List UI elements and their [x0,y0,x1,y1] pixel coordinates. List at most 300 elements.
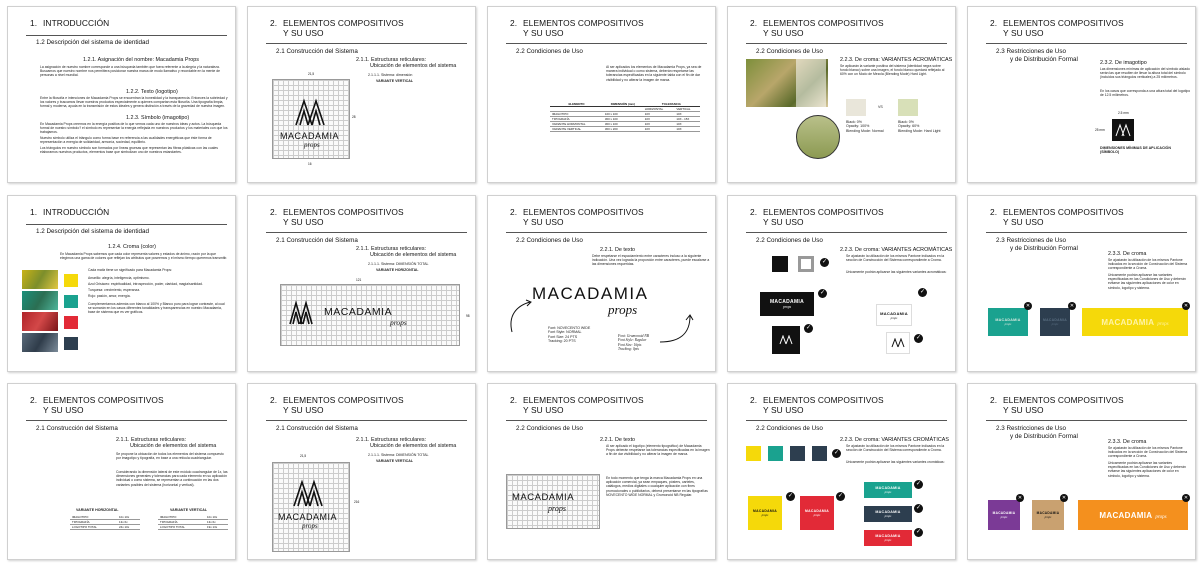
tile-script: props [884,538,892,542]
logo-wordmark: MACADAMIA [512,492,575,503]
dimension-width: 121 [356,278,362,282]
page-construction-vertical-total[interactable] [247,383,476,560]
swatch-normal [846,99,866,116]
heading-line2: Ubicación de elementos del sistema [370,443,457,450]
page-title [30,208,109,218]
prohibited-icon: ✕ [1017,495,1023,501]
page-title [270,396,404,415]
logo-wordmark: MACADAMIA [324,306,393,318]
variant-label: VARIANTE VERTICAL [376,79,414,83]
table-header: DIMENSIÓN (mm) [603,102,643,107]
table-subheader: HORIZONTAL [643,107,675,112]
variant-tile-black-horizontal [760,292,814,316]
restricted-tile-navy [1040,308,1070,336]
table-cell: 13x 6x [205,520,228,525]
check-icon: ✓ [805,325,812,331]
heading-line1: 2.1.1. Estructuras reticulares: [356,246,427,252]
body-text: Los triángulos en nuestro símbolo son formados por líneas gruesas que representan las fibras plásticas con las cuales elaboramos nuestros productos, elementos base que simbolizan uno de nuestros estandartes. [40,146,218,155]
spec-line: Blending Mode: Hard Light [898,128,941,133]
variant-tile-navy [864,506,912,522]
page-construction-grid-text[interactable] [7,383,236,560]
section-heading: 1.2.3. Símbolo (imagotipo) [126,115,190,121]
section-subtitle: 2.2 Condiciones de Uso [516,237,583,244]
body-text: En todo momento que tenga la marca Macadamia Props en una aplicación comercial, ya sean empaques, pósters, carteles, catálogos, medios digitales o cualquier aplicación con fines promocionales o publicitarios, deberá presentarse en las tipografías NOVECENTO WIDE NORMAL y Grumonoid NB Regular. [606,476,708,497]
macadamia-symbol-icon [1112,119,1134,141]
tile-script: props [813,513,821,517]
logo-script: props [390,318,407,327]
title-label: ELEMENTOS COMPOSITIVOS [283,207,404,217]
swatch-teal [64,295,78,308]
section-heading: 1.2.1. Asignación del nombre: Macadamia Props [83,57,199,63]
section-heading: 1.2.2. Texto (logotipo) [126,89,178,95]
dimension-height: 28 [352,115,356,119]
page-title [510,208,644,227]
swatch-white [798,256,814,272]
body-text: Se ajustarán la utilización de los mismos Pantone indicados en la sección de Construcción del Sistema correspondiente a Croma. [846,254,945,263]
title-label: ELEMENTOS COMPOSITIVOS [763,395,884,405]
title-label: ELEMENTOS COMPOSITIVOS [763,207,884,217]
section-heading [356,57,456,69]
variant-label: VARIANTE HORIZONTAL [376,268,419,272]
macadamia-symbol-icon [779,335,793,345]
tile-script: props [1004,322,1012,326]
body-text: En los casos que corresponda a una altura total del logotipo de 12.5 milímetros. [1100,89,1191,98]
subtitle-line1: 2.3 Restricciones de Uso [996,48,1066,55]
prohibited-icon: ✕ [1183,495,1189,501]
tile-logo [875,510,900,518]
macadamia-symbol-icon [891,338,905,348]
section-subtitle [996,425,1078,440]
subsection-label: 2.1.1.1. Sistema: dimensión [368,73,413,77]
variant-tile-white-horizontal [876,304,912,326]
tile-word: MACADAMIA [1101,317,1155,327]
spec-line: Font Style: NORMAL [548,330,582,335]
table-cell: 10X [674,127,700,132]
table-header-row [550,102,700,107]
tile-script: props [884,514,892,518]
spec-line: Tracking: 20 PTS [548,339,576,344]
arrow-pointer-icon [506,296,546,336]
section-heading [356,437,456,449]
body-text: Las dimensiones mínimas de aplicación del símbolo aislado serán las que resulten de llevar la altura total del símbolo (incluidos sus triángulos verticales) a 25 milímetros. [1100,67,1190,80]
table-cell: LOGOTIPO TOTAL [158,525,205,530]
tile-word: MACADAMIA [875,510,901,514]
macadamia-symbol-icon [294,97,330,127]
prohibited-icon: ✕ [1025,303,1031,309]
table-cell: 10X [674,112,700,117]
subtitle-line1: 2.3 Restricciones de Uso [996,425,1066,432]
page-title [510,19,644,38]
body-text: La asignación de nuestro nombre corresponde a una búsqueda también que fuera referente a la alegría y la naturaleza. Buscamos que nuestro nombre nos permitiera posicionar nuestra marca de modo llamativo y recordable en la mente de personas a nivel mundial. [40,65,220,78]
table-cell: TIPOGRAFÍA [158,520,205,525]
title-number: 2. [510,395,518,405]
caption: DIMENSIONES MÍNIMAS DE APLICACIÓN (SÍMBOLO) [1100,146,1171,155]
table-cell: VARIANTE HORIZONTAL [550,122,603,127]
page-title [30,396,164,415]
body-text: Únicamente podrán aplicarse las siguientes variantes acromáticas: [846,270,947,274]
table-cell: 10x 10x [117,515,140,520]
color-meaning-item: Turquesa: crecimiento, esperanza. [88,288,141,292]
body-text: Considerando la dimensión lateral de este módulo cuadrangular de 1x, las dimensiones generales y tolerancias para cada elemento en su aplicación individual o como sistema, se representan a continuación en las dos variantes posibles del sistema (horizontal y vertical). [116,470,228,487]
title-number: 2. [750,18,758,28]
body-text: Se ajustarán la utilización de los mismos Pantone indicados en la sección de Construcción del Sistema correspondiente a Croma. [846,444,945,453]
swatch-black [772,256,788,272]
check-icon: ✓ [787,493,794,499]
variant-tile-black-vertical [772,326,800,354]
section-subtitle: 2.2 Condiciones de Uso [756,237,823,244]
title-line2: Y SU USO [43,404,84,415]
page-title [270,19,404,38]
page-achromatic-variants[interactable] [727,195,956,372]
tile-word: MACADAMIA [992,511,1016,515]
title-rule [746,232,947,233]
tile-script: props [884,490,892,494]
check-icon: ✓ [819,290,826,296]
section-subtitle: 2.2 Condiciones de Uso [756,48,823,55]
title-line2: Y SU USO [283,216,324,227]
tile-logo [995,318,1020,326]
title-label: ELEMENTOS COMPOSITIVOS [1003,18,1124,28]
title-line2: Y SU USO [523,404,564,415]
section-subtitle: 2.2 Condiciones de Uso [756,425,823,432]
heading-line1: 2.1.1. Estructuras reticulares: [356,437,427,443]
variant-label: VARIANTE VERTICAL [170,508,208,512]
body-text: En Macadamia Props sabemos que cada color representa valores y estados de ánimo, razón por la que elegimos una gama de colores que reflejan los atributos que poseemos y el mismo tiempo queremos transmitir. [60,252,228,261]
section-subtitle: 2.2 Condiciones de Uso [516,48,583,55]
table-cell: 13x 6x [117,520,140,525]
section-subtitle: 2.1 Construcción del Sistema [36,425,118,432]
subsection-label: 2.1.1.1. Sistema: DIMENSIÓN TOTAL [368,453,429,457]
title-label: ELEMENTOS COMPOSITIVOS [43,395,164,405]
table-cell: 10X [643,112,675,117]
tile-logo [1099,511,1166,520]
check-icon: ✓ [833,450,840,456]
photo-overlay [796,59,826,107]
page-intro-color[interactable] [7,195,236,372]
tile-script: props [761,513,769,517]
heading-line2: Ubicación de elementos del sistema [370,63,457,70]
tile-script: props [890,315,898,320]
check-icon: ✓ [821,259,828,265]
tile-logo [1101,318,1168,327]
table-cell: TIPOGRAFÍA [550,117,603,122]
title-number: 2. [990,207,998,217]
title-line2: Y SU USO [1003,216,1044,227]
swatch-yellow [746,446,761,461]
title-rule [26,35,227,36]
color-meaning-item: Amarillo: alegría, inteligencia, optimismo. [88,276,150,280]
table-row [158,525,228,530]
page-title [510,396,644,415]
tile-word: MACADAMIA [805,509,829,513]
variant-tile-teal [864,482,912,498]
subtitle-line1: 2.3 Restricciones de Uso [996,237,1066,244]
title-number: 2. [30,395,38,405]
section-heading: 2.3.3. De croma [1108,251,1147,257]
tile-script: props [1051,322,1059,326]
table-cell: 10X [674,122,700,127]
photo-grayblue [22,333,58,352]
dimension-bottom: 16 [308,162,312,166]
title-rule [986,232,1187,233]
check-icon: ✓ [837,493,844,499]
variant-tile-white-vertical [886,332,910,354]
page-title [270,208,404,227]
dimension-label: 2.5 mm [1118,111,1129,115]
section-subtitle: 2.2 Condiciones de Uso [516,425,583,432]
title-line2: Y SU USO [763,216,804,227]
table-cell: 10X [643,117,675,122]
tile-word: MACADAMIA [1099,510,1153,520]
title-line2: Y SU USO [283,27,324,38]
title-label: ELEMENTOS COMPOSITIVOS [283,395,404,405]
logo-wordmark: MACADAMIA [280,131,340,141]
tile-word: MACADAMIA [1036,511,1060,515]
title-number: 1. [30,18,38,28]
swatch-navy-2 [812,446,827,461]
title-number: 2. [270,395,278,405]
arrow-pointer-icon [656,312,696,346]
body-text: Al ser aplicado el logotipo (elemento tipográfico) de Macadamia Props deberán respetarse las tolerancias especificadas en la imagen a fin de dar visibilidad y no alterar la imagen de marca. [606,444,710,457]
restricted-tile-tan [1032,500,1064,530]
page-title [30,19,109,29]
spec-line: Font Size: 16pts [618,342,642,347]
tile-word: MACADAMIA [875,486,901,490]
section-subtitle [996,48,1078,63]
page-restrictions-symbol[interactable] [967,6,1196,183]
page-title [990,208,1124,227]
tile-script: props [1000,515,1008,519]
page-intro-name[interactable] [7,6,236,183]
title-label: INTRODUCCIÓN [43,18,110,28]
logo-script: props [304,141,320,149]
body-text: Cada matiz tiene un significado para Macadamia Props: [88,268,173,272]
variant-tile-red-horizontal [864,530,912,546]
table-cell: VARIANTE VERTICAL [550,127,603,132]
title-number: 2. [510,207,518,217]
section-subtitle: 2.1 Construcción del Sistema [276,237,358,244]
tile-logo [753,509,777,517]
tile-logo [993,511,1016,519]
title-number: 1. [30,207,38,217]
title-label: ELEMENTOS COMPOSITIVOS [283,18,404,28]
table-row [70,525,140,530]
section-heading: 2.3.3. De croma [1108,439,1147,445]
page-construction-vertical[interactable] [247,6,476,183]
title-label: ELEMENTOS COMPOSITIVOS [523,18,644,28]
table-cell: 10X [643,122,675,127]
dimension-width: 21,5 [300,454,307,458]
section-heading: 2.3.2. De imagotipo [1100,60,1147,66]
page-chromatic-variants[interactable] [727,383,956,560]
section-subtitle: 1.2 Descripción del sistema de identidad [36,39,150,46]
title-rule [26,420,227,421]
variant-label: VARIANTE HORIZONTAL [76,508,119,512]
title-rule [266,232,467,233]
section-subtitle: 2.1 Construcción del Sistema [276,425,358,432]
logo-wordmark: MACADAMIA [278,512,338,522]
table-header: ELEMENTO [550,102,603,107]
body-text: Únicamente podrán aplicarse las variantes especificadas en las Condiciones de Uso y deberán evitarse las siguientes aplicaciones de color en símbolo, logotipo y sistema. [1108,461,1186,478]
title-label: ELEMENTOS COMPOSITIVOS [523,207,644,217]
title-number: 2. [750,207,758,217]
tile-word: MACADAMIA [880,310,908,316]
dimension-width: 21,5 [308,72,315,76]
body-text: Se aplicarán la variante positiva del sistema (identidad negra sobre fondo blanco) sobre una imagen, el fondo blanco quedará reflejado al 60% con un Modo de Mezcla (Blending Mode) Hard Light. [840,64,945,77]
check-icon: ✓ [919,289,926,295]
title-line2: Y SU USO [283,404,324,415]
logo-script: props [548,504,566,513]
spec-line: Black: 0% [846,120,862,124]
table-subheader: VERTICAL [674,107,700,112]
spec-line: Tracking: 0pts [618,347,639,352]
title-label: ELEMENTOS COMPOSITIVOS [1003,395,1124,405]
tolerance-table [550,102,700,132]
tile-word: MACADAMIA [1043,318,1067,322]
body-text: Únicamente podrán aplicarse las variantes especificadas en las Condiciones de Uso y deberán evitarse las siguientes aplicaciones de color en símbolo, logotipo y sistema. [1108,273,1186,290]
body-text: Debe respetarse el espaciamiento entre caracteres incluso a la siguiente indicación. Una vez lograda la proporción entre caracteres, puede escalarse a las dimensiones requeridas. [592,254,710,267]
title-rule [506,43,707,44]
swatch-yellow [64,274,78,287]
title-number: 2. [990,395,998,405]
variant-tile-yellow [748,496,782,530]
spec-line: Blending Mode: Normal [846,128,884,133]
title-rule [266,420,467,421]
title-line2: Y SU USO [763,404,804,415]
color-meaning-item: Rojo: pasión, amor, energía. [88,294,131,298]
swatch-teal [768,446,783,461]
page-restrictions-color-1[interactable] [967,195,1196,372]
section-heading: 2.2.3. De croma: VARIANTES ACROMÁTICAS [840,57,953,63]
body-text: Se propone la ubicación de todos los elementos del sistema compuesto por imagotipo y tipografía, en base a una retícula cuadriangular. [116,452,224,461]
page-text-specs[interactable] [487,195,716,372]
body-text: Se ajustarán la utilización de los mismos Pantone indicados en la sección de Construcción del Sistema correspondiente a Croma. [1108,446,1188,459]
macadamia-symbol-icon [288,300,318,326]
swatch-red [64,316,78,329]
heading-line2: Ubicación de elementos del sistema [370,252,457,259]
table-cell: 300 x 100 [603,117,643,122]
body-text: Nuestro símbolo utiliza el triángulo como forma base en referencia a las cualidades energéticas que éste forma de representación a energía de solidaridad, armonía, sociedad, equilibrio. [40,136,212,145]
photo-yellow [22,270,58,289]
tile-logo [875,486,900,494]
table-cell: 10X [643,127,675,132]
body-text: Entre la filosofía e intenciones de Macadamia Props se encuentran la honestidad y la transparencia. Entonces la sobriedad y los valores y buscamos llevar nuestros productos especialmente a quienes compartan esta filosofía. Una tipografía limpia, formal y moderna, ayuda en la transmisión de estos ideales y genera distinción a través de la gravedad de nuestra imagen. [40,96,228,109]
spec-line: Opacity: 60% [898,124,920,129]
color-meaning-item: Azul Grisáceo: espiritualidad, introspección, poder, claridad, magia/santidad. [88,282,203,286]
subtitle-line2: y de Distribución Formal [1010,55,1078,63]
photo-teal [22,291,58,310]
table-cell: 300 x 100 [603,122,643,127]
title-number: 2. [270,207,278,217]
title-label: INTRODUCCIÓN [43,207,110,217]
check-icon: ✓ [915,481,922,487]
title-label: ELEMENTOS COMPOSITIVOS [523,395,644,405]
page-construction-horizontal[interactable] [247,195,476,372]
body-text: Complementamos además con blanco al 100% y Blanco puro para lograr contraste, al cual se sumarán en los casos diferentes tonalidades y transparencias en nuestro Macadamia, base de sistema que es ver gráficos. [88,302,225,315]
dimension-height: 216 [354,500,360,504]
tile-logo [875,534,900,542]
title-line2: Y SU USO [763,27,804,38]
spec-hard-light [898,120,941,133]
spec-line: Font Size: 24 PTS [548,334,578,339]
macadamia-symbol-icon [292,478,328,508]
title-rule [266,43,467,44]
table-cell: 19x 13x [205,525,228,530]
tile-script: props [1157,321,1169,327]
tile-logo [770,299,804,309]
page-achromatic-photo[interactable] [727,6,956,183]
heading-line2: Ubicación de elementos del sistema [130,443,217,450]
secondary-font-spec [618,334,649,352]
section-heading: 2.2.1. De texto [600,247,636,253]
spec-line: Font: NOVECENTO WIDE [548,326,591,330]
title-number: 2. [750,395,758,405]
subsection-label: 2.1.1.1. Sistema: DIMENSIÓN TOTAL [368,262,429,266]
body-text: Al ser aplicados los elementos de Macadamia Props, ya sea de manera individual o como sistema, deberán respetarse las tolerancias especificadas en la siguiente tabla con el fin de dar visibilidad y no alterar la imagen de marca. [606,65,702,82]
swatch-hard-light [898,99,918,116]
heading-line1: 2.1.1. Estructuras reticulares: [116,437,187,443]
page-text-grid[interactable] [487,383,716,560]
logo-script-large: props [608,302,638,317]
tile-logo [1037,511,1060,519]
page-title [750,19,884,38]
tile-word: MACADAMIA [753,509,777,513]
table-header: TOLERANCIA [643,102,700,107]
title-rule [746,420,947,421]
title-rule [506,420,707,421]
table-cell: IMAGOTIPO [70,515,117,520]
primary-font-spec [548,326,590,344]
restricted-tile-yellow [1082,308,1188,336]
title-line2: Y SU USO [523,27,564,38]
symbol-min-size [1112,119,1134,141]
tile-script: props [1044,515,1052,519]
title-rule [506,232,707,233]
spec-line: Black: 0% [898,120,914,124]
section-subtitle: 1.2 Descripción del sistema de identidad [36,228,150,235]
title-label: ELEMENTOS COMPOSITIVOS [763,18,884,28]
table-cell: 10x 10x [205,515,228,520]
restricted-tile-teal [988,308,1028,336]
title-rule [986,420,1187,421]
tile-word: MACADAMIA [875,534,901,538]
title-number: 2. [510,18,518,28]
variant-tile-red [800,496,834,530]
zoom-detail-circle [796,115,840,159]
title-rule [746,43,947,44]
tile-logo [880,311,908,320]
subtitle-line2: y de Distribución Formal [1010,432,1078,440]
table-cell: 100 x 100 [603,112,643,117]
dimension-label: 25 mm [1095,128,1105,132]
table-row [550,127,700,132]
section-subtitle [996,237,1078,252]
title-line2: Y SU USO [523,216,564,227]
logo-script: props [302,522,318,530]
table-cell: 24x 10x [117,525,140,530]
page-conditions-table[interactable] [487,6,716,183]
tile-word: MACADAMIA [769,299,805,305]
section-heading [116,437,216,449]
versus-label: VS [878,105,883,109]
variant-label: VARIANTE VERTICAL [376,459,414,463]
table-cell: 10X - 15X [674,117,700,122]
vertical-dimension-table [158,515,228,530]
page-restrictions-color-2[interactable] [967,383,1196,560]
dimension-height: 98 [466,314,470,318]
tile-script: props [1155,514,1167,520]
tile-logo [1043,318,1067,326]
